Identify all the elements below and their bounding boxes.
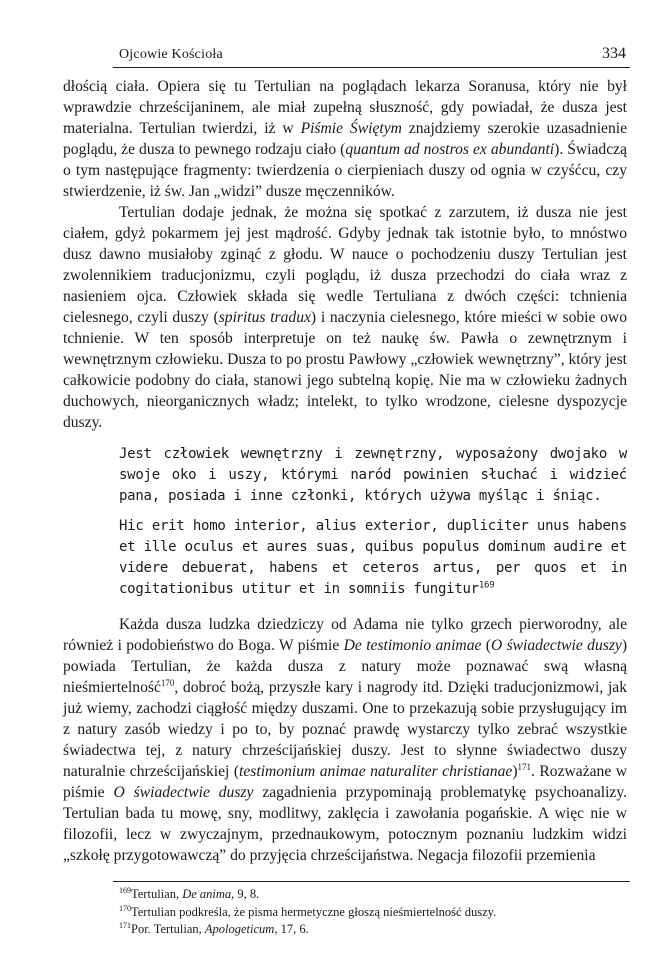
block-quote-polish: Jest człowiek wewnętrzny i zewnętrzny, wyposażony dwojako w swoje oko i uszy, którymi naród powinien słuchać i widzieć pana, posiada i inne członki, których używa myśląc i śniąc. xyxy=(119,446,627,504)
footnote-number: 169 xyxy=(119,885,131,895)
running-title: Ojcowie Kościoła xyxy=(119,47,223,62)
footnote-ref-171: 171 xyxy=(517,761,532,772)
footnote-citation: , 9, 8. xyxy=(231,887,260,901)
text-run: Tertulian dodaje jednak, że można się spotkać z zarzutem, iż dusza nie jest ciałem, gdyż pokarmem jej jest mądrość. Gdyby jednak tak istotnie było, to mnóstwo dusz dawno musiałoby zginąć z głodu. W nauce o pochodzeniu duszy Tertulian jest zwolennikiem traducjonizmu, czyli poglądu, iż dusza przechodzi do ciała wraz z nasieniem ojca. Człowiek składa się wedle Tertuliana z dwóch części: tchnienia cielesnego, czyli duszy ( xyxy=(63,204,627,326)
footnote-170 xyxy=(119,904,629,922)
italic-title: De testimonio animae xyxy=(343,637,482,654)
paragraph-3 xyxy=(63,614,627,866)
text-run: ). Świadczą o tym następujące fragmenty: twierdzenia o cierpieniach duszy od ognia w czyśćcu, czy stwierdzenie, iż św. Jan „widzi” dusze męczenników. xyxy=(63,141,627,200)
latin-phrase: spiritus tradux xyxy=(218,309,311,326)
text-run: ( xyxy=(481,637,491,654)
latin-phrase: quantum ad nostros ex abundanti xyxy=(345,141,555,158)
text-run: zagadnienia przypominają problematykę psychoanalizy. Tertulian bada tu mowę, sny, modlitwy, zaklęcia i zawołania pogańskie. A więc nie w filozofii, lecz w zwyczajnym, przednaukowym, potocznym poznaniu ludzkim widzi „szkołę przygotowawczą” do przyjęcia chrześcijaństwa. Negacja filozofii przemienia xyxy=(63,784,628,864)
footnote-ref-170: 170 xyxy=(160,677,175,688)
page-number: 334 xyxy=(602,45,626,62)
footnote-title: Apologeticum xyxy=(204,922,275,936)
paragraph-2 xyxy=(63,202,627,433)
italic-title: O świadectwie duszy xyxy=(490,637,622,654)
block-quote-latin xyxy=(119,516,627,600)
text-run: . Rozważane w piśmie xyxy=(63,763,627,801)
footnote-text: Tertulian, xyxy=(131,887,183,901)
text-run: ) xyxy=(512,763,518,780)
text-run: , dobroć bożą, przyszłe kary i nagrody itd. Dzięki traducjonizmowi, jak już wiemy, zachodzi ciągłość między duszami. One to przekazują sobie przysługujący im z natury zasób wiedzy i po to, by poznać prawdę wystarczy tylko zebrać wszystkie świadectwa tej, z natury chrześcijańskiej duszy. Jest to słynne świadectwo duszy naturalnie chrześcijańskiej ( xyxy=(63,679,627,780)
footnote-title: De anima xyxy=(182,887,232,901)
running-header xyxy=(113,41,630,68)
paragraph-1 xyxy=(63,76,627,202)
latin-phrase: testimonium animae naturaliter christianae xyxy=(239,763,513,780)
text-run: dłością ciała. Opiera się tu Tertulian na poglądach lekarza Soranusa, który nie był wprawdzie chrześcijaninem, ale miał zupełną słuszność, gdy powiadał, że dusza jest materialna. Tertulian twierdzi, iż w xyxy=(63,78,627,137)
footnote-169 xyxy=(119,886,629,904)
text-run: ) i naczynia cielesnego, które mieści w sobie owo tchnienie. W ten sposób interpretuje on też naukę św. Pawła o zewnętrznym i wewnętrznym człowieku. Dusza to po prostu Pawłowy „człowiek wewnętrzny”, który jest całkowicie podobny do ciała, stanowi jego subtelną kopię. Nie ma w człowieku żadnych duchowych, nieorganicznych władz; intelekt, to tylko wrodzone, cielesne dyspozycje duszy. xyxy=(63,309,627,431)
footnote-text: Por. Tertulian, xyxy=(131,922,205,936)
footnote-number: 170 xyxy=(119,903,131,913)
italic-title: Piśmie Świętym xyxy=(300,120,402,137)
italic-title: O świadectwie duszy xyxy=(113,784,254,801)
footnote-divider xyxy=(113,881,630,882)
text-run: Każda dusza ludzka dziedziczy od Adama nie tylko grzech pierworodny, ale również i podobieństwo do Boga. W piśmie xyxy=(63,616,627,654)
text-run: ) powiada Tertulian, że każda dusza z natury może poznawać swą własną nieśmiertelność xyxy=(63,637,628,696)
footnote-text: Tertulian podkreśla, że pisma hermetyczne głoszą nieśmiertelność duszy. xyxy=(131,904,497,919)
text-run: znajdziemy szerokie uzasadnienie poglądu, że dusza to pewnego rodzaju ciało ( xyxy=(63,120,628,158)
footnote-citation: , 17, 6. xyxy=(274,922,309,936)
quote-text: Hic erit homo interior, alius exterior, dupliciter unus habens et ille oculus et aures suas, quibus populus dominum audire et videre debuerat, habens et ceteros artus, per quos et in cogitationibus utitur et in somniis fungitur xyxy=(119,518,627,597)
main-text xyxy=(63,76,627,866)
footnote-171 xyxy=(119,921,629,939)
footnote-ref-169: 169 xyxy=(478,580,495,591)
footnotes xyxy=(119,886,629,939)
footnote-number: 171 xyxy=(119,920,131,930)
